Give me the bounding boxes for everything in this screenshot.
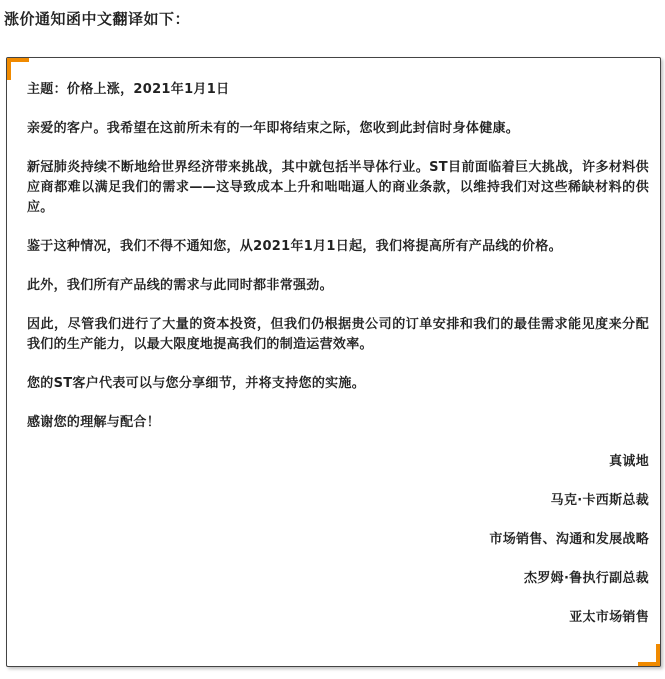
letter-box (6, 57, 661, 667)
letter-paragraph: 此外，我们所有产品线的需求与此同时都非常强劲。 (27, 278, 333, 293)
page-heading: 涨价通知函中文翻译如下： (4, 10, 191, 28)
letter-paragraph: 新冠肺炎持续不断地给世界经济带来挑战，其中就包括半导体行业。ST目前面临着巨大挑战，许多材料供应商都难以满足我们的需求——这导致成本上升和咄咄逼人的商业条款，以维持我们对这些稀缺材料的供应。 (27, 160, 649, 215)
corner-accent-bottom-right (638, 644, 660, 666)
signature-closing: 真诚地 (609, 454, 649, 469)
signature-name-2: 杰罗姆·鲁执行副总裁 (524, 571, 649, 586)
letter-subject: 主题：价格上涨，2021年1月1日 (27, 82, 230, 97)
letter-body (27, 80, 649, 647)
letter-greeting: 亲爱的客户。我希望在这前所未有的一年即将结束之际，您收到此封信时身体健康。 (27, 121, 520, 136)
letter-paragraph: 因此，尽管我们进行了大量的资本投资，但我们仍根据贵公司的订单安排和我们的最佳需求能见度来分配我们的生产能力，以最大限度地提高我们的制造运营效率。 (27, 317, 649, 352)
corner-accent-top-left (7, 58, 29, 80)
letter-thanks: 感谢您的理解与配合！ (27, 415, 161, 430)
signature-title-1: 市场销售、沟通和发展战略 (489, 532, 649, 547)
letter-paragraph: 您的ST客户代表可以与您分享细节，并将支持您的实施。 (27, 376, 366, 391)
signature-name-1: 马克·卡西斯总裁 (550, 493, 649, 508)
signature-title-2: 亚太市场销售 (569, 610, 649, 625)
letter-paragraph: 鉴于这种情况，我们不得不通知您，从2021年1月1日起，我们将提高所有产品线的价格。 (27, 239, 562, 254)
